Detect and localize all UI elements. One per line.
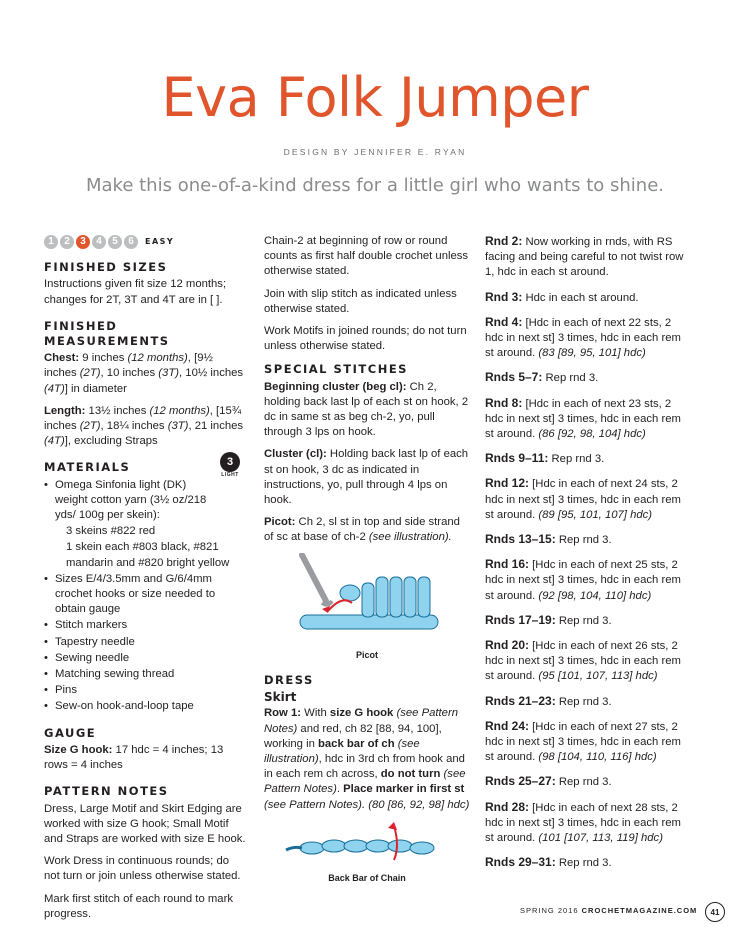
yarn-weight-number: 3: [220, 452, 240, 472]
gauge-text: Size G hook: 17 hdc = 4 inches; 13 rows = 4 inches: [44, 743, 224, 772]
yarn-weight-label: LIGHT: [221, 472, 239, 478]
back-bar-caption: Back Bar of Chain: [328, 873, 406, 884]
finished-measurements-heading: FINISHED MEASUREMENTS: [44, 318, 170, 349]
round-instruction: Rnd 2: Now working in rnds, with RS facing and being careful to not twist row 1, hdc in each st around.: [485, 234, 684, 279]
skill-dot: 6: [124, 235, 138, 249]
round-instruction: Rnds 9–11: Rep rnd 3.: [485, 451, 605, 466]
round-instruction: Rnds 21–23: Rep rnd 3.: [485, 693, 612, 708]
back-bar-diagram: [282, 820, 452, 866]
list-item: • Omega Sinfonia light (DK) weight cotton yarn (3½ oz/218 yds/ 100g per skein):: [44, 478, 247, 524]
pattern-note: Mark first stitch of each round to mark progress.: [44, 892, 233, 920]
chest-measurement: Chest: 9 inches (12 months), [9½ inches (2T), 10 inches (3T), 10½ inches (4T)] in diameter: [44, 352, 244, 395]
materials-list: [44, 478, 247, 715]
subtitle: Make this one-of-a-kind dress for a little girl who wants to shine.: [85, 175, 665, 196]
round-instruction: Rnd 3: Hdc in each st around.: [485, 289, 639, 304]
skill-level: [44, 234, 247, 249]
round-instruction: Rnd 28: [Hdc in each of next 28 sts, 2 hdc in next st] 3 times, hdc in each rem st around. (101 [107, 113, 119] hdc): [485, 799, 681, 845]
list-item: 1 skein each #803 black, #821 mandarin and #820 bright yellow: [66, 541, 230, 569]
pattern-note: Chain-2 at beginning of row or round counts as first half double crochet unless otherwise stated.: [264, 235, 469, 278]
column-2: [264, 234, 470, 894]
round-instruction: Rnd 8: [Hdc in each of next 23 sts, 2 hdc in next st] 3 times, hdc in each rem st around. (86 [92, 98, 104] hdc): [485, 395, 681, 441]
picot-def: Picot: Ch 2, sl st in top and side strand of sc at base of ch-2 (see illustration).: [264, 516, 460, 544]
page-title: Eva Folk Jumper: [161, 66, 589, 129]
column-1: [44, 234, 247, 929]
materials-heading: MATERIALS: [44, 460, 131, 475]
beg-cluster-def: Beginning cluster (beg cl): Ch 2, holding back last lp of each st on hook, 2 dc in same st as beg ch-2, yo, pull through 3 lps on hook.: [264, 380, 469, 439]
list-item: • Sizes E/4/3.5mm and G/6/4mm crochet hooks or size needed to obtain gauge: [44, 572, 247, 618]
pattern-note: Dress, Large Motif and Skirt Edging are worked with size G hook; Small Motif and Straps are worked with size E hook.: [44, 802, 246, 845]
picot-caption: Picot: [355, 649, 378, 660]
skill-dot: 5: [108, 235, 122, 249]
gauge-heading: GAUGE: [44, 725, 97, 740]
round-instruction: Rnds 5–7: Rep rnd 3.: [485, 370, 599, 385]
round-instruction: Rnd 20: [Hdc in each of next 26 sts, 2 hdc in next st] 3 times, hdc in each rem st around. (95 [101, 107, 113] hdc): [485, 638, 681, 683]
pattern-note: Join with slip stitch as indicated unless otherwise stated.: [264, 287, 457, 315]
designer-byline: DESIGN BY JENNIFER E. RYAN: [283, 147, 467, 157]
dress-heading: DRESS: [264, 673, 314, 688]
list-item: • Pins: [44, 683, 247, 698]
finished-sizes-text: Instructions given fit size 12 months; changes for 2T, 3T and 4T are in [ ].: [44, 278, 227, 306]
list-item: • Tapestry needle: [44, 635, 247, 650]
row-1-instruction: Row 1: With size G hook (see Pattern Notes) and red, ch 82 [88, 94, 100], working in back bar of ch (see illustration), hdc in 3rd ch from hook and in each rem ch across, do not turn (see Pattern Notes). Place marker in first st (see Pattern Notes). (80 [86, 92, 98] hdc): [264, 707, 470, 811]
pattern-note: Work Dress in continuous rounds; do not turn or join unless otherwise stated.: [44, 855, 241, 883]
column-3: [485, 234, 691, 881]
pattern-notes-heading: PATTERN NOTES: [44, 784, 169, 799]
finished-sizes-heading: FINISHED SIZES: [44, 260, 168, 275]
page-number: 41: [705, 902, 725, 922]
pattern-note: Work Motifs in joined rounds; do not turn unless otherwise stated.: [264, 325, 467, 353]
skill-dot: 4: [92, 235, 106, 249]
round-instruction: Rnd 24: [Hdc in each of next 27 sts, 2 hdc in next st] 3 times, hdc in each rem st around. (98 [104, 110, 116] hdc): [485, 718, 681, 764]
picot-diagram: [292, 553, 442, 643]
skill-label: EASY: [145, 237, 175, 246]
list-item: • Stitch markers: [44, 618, 247, 633]
round-instruction: Rnd 4: [Hdc in each of next 22 sts, 2 hdc in next st] 3 times, hdc in each rem st around. (83 [89, 95, 101] hdc): [485, 314, 681, 360]
round-instruction: Rnd 16: [Hdc in each of next 25 sts, 2 hdc in next st] 3 times, hdc in each rem st around. (92 [98, 104, 110] hdc): [485, 557, 681, 602]
picot-illustration: [264, 553, 470, 663]
round-instruction: Rnds 25–27: Rep rnd 3.: [485, 774, 612, 789]
folio: SPRING 2016 CROCHETMAGAZINE.COM: [520, 906, 698, 915]
yarn-weight-icon: [218, 452, 242, 478]
skirt-heading: Skirt: [264, 690, 297, 705]
length-measurement: Length: 13½ inches (12 months), [15¾ inches (2T), 18¼ inches (3T), 21 inches (4T)], excluding Straps: [44, 404, 244, 448]
list-item: • Matching sewing thread: [44, 667, 247, 682]
round-instruction: Rnd 12: [Hdc in each of next 24 sts, 2 hdc in next st] 3 times, hdc in each rem st around. (89 [95, 101, 107] hdc): [485, 476, 681, 521]
back-bar-illustration: [264, 820, 470, 886]
cluster-def: Cluster (cl): Holding back last lp of each st on hook, 3 dc as indicated in instructions, yo, pull through 4 lps on hook.: [264, 448, 469, 507]
skill-dot: 1: [44, 235, 58, 249]
special-stitches-heading: SPECIAL STITCHES: [264, 362, 408, 377]
list-item: • Sew-on hook-and-loop tape: [44, 699, 247, 714]
list-item: 3 skeins #822 red: [66, 525, 156, 538]
round-instruction: Rnds 29–31: Rep rnd 3.: [485, 855, 612, 870]
round-instruction: Rnds 13–15: Rep rnd 3.: [485, 532, 612, 547]
list-item: • Sewing needle: [44, 651, 247, 666]
skill-dot: 2: [60, 235, 74, 249]
skill-dot-active: 3: [76, 235, 90, 249]
round-instruction: Rnds 17–19: Rep rnd 3.: [485, 612, 612, 627]
